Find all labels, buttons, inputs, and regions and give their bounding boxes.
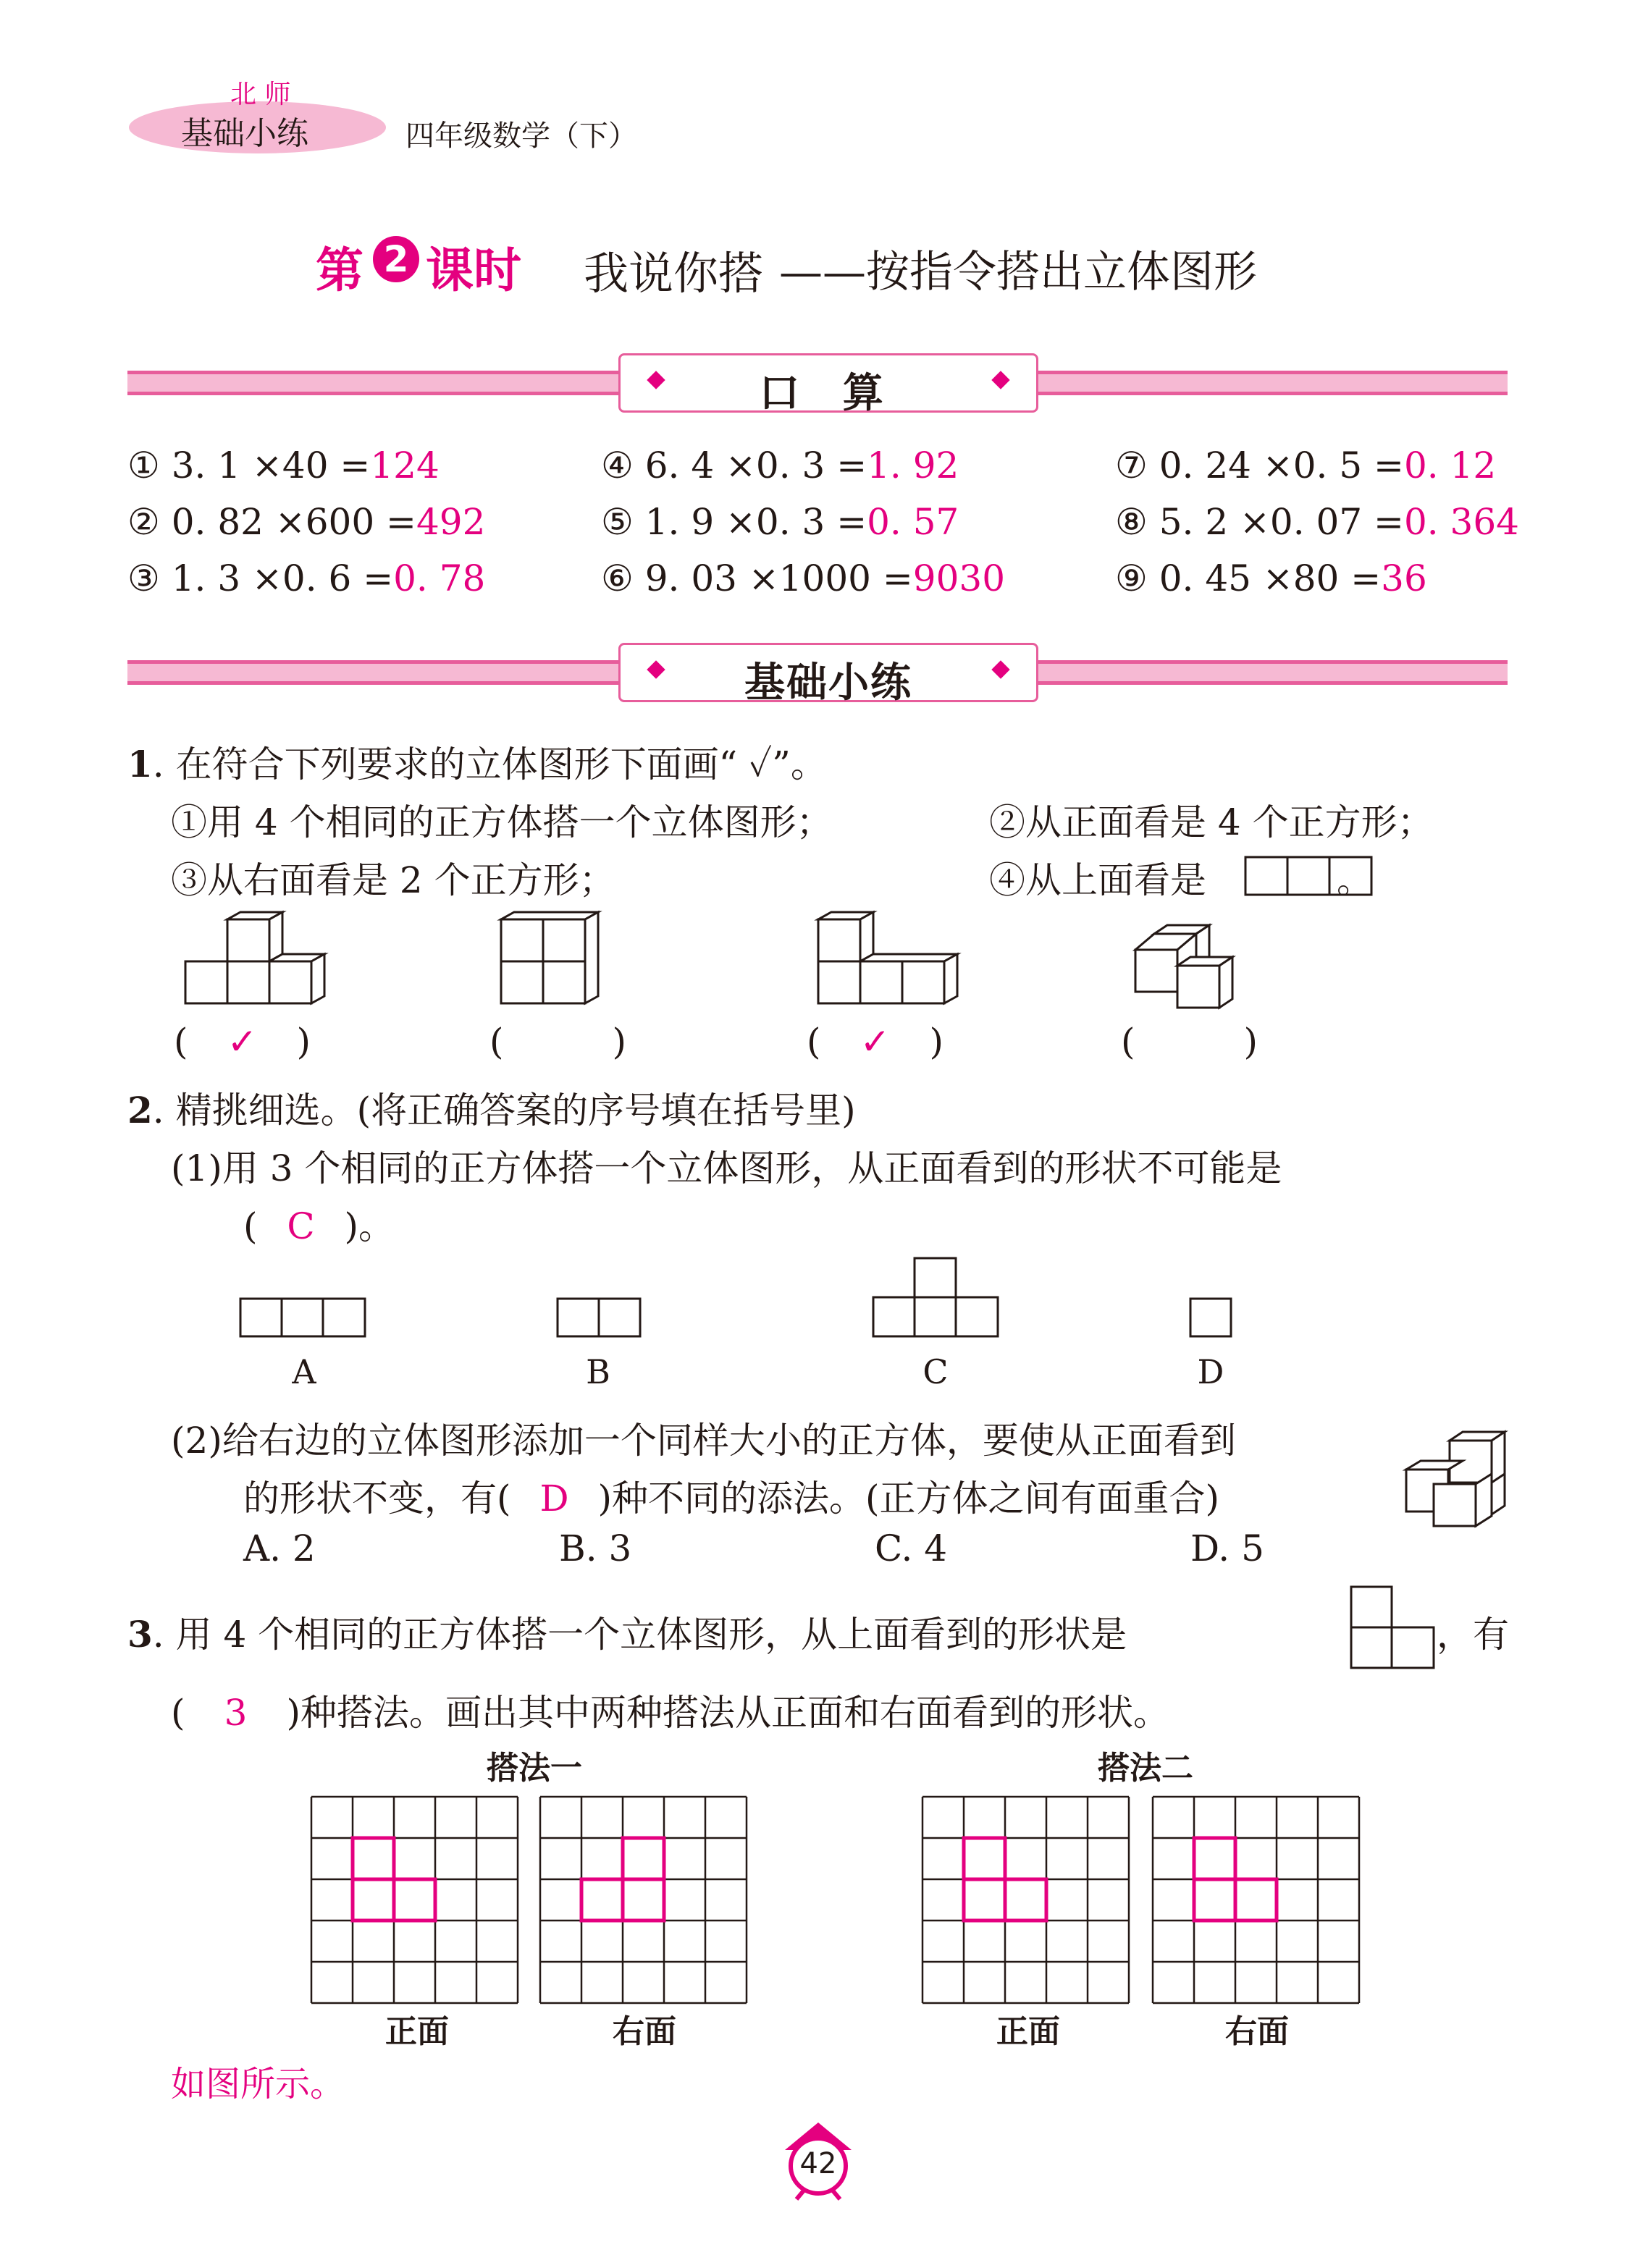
q1-stem: 1. 在符合下列要求的立体图形下面画“ ✓”。 — [127, 743, 827, 785]
q3-stem-end: ，有 — [1437, 1614, 1509, 1656]
q2-option-b-label: B — [586, 1352, 610, 1391]
calc-item: ② 0. 82 ×600 =492 — [127, 501, 486, 543]
q1-answer-b: ( ) — [489, 1021, 627, 1063]
grid-method2-front — [921, 1795, 1132, 2007]
brand-title: 基础小练 — [181, 115, 308, 152]
q1-answer-d: ( ) — [1121, 1021, 1258, 1063]
grid-label-front-2: 正面 — [996, 2013, 1060, 2050]
section-header-oral — [618, 353, 1038, 417]
q2-option-b-shape — [556, 1297, 642, 1338]
q1-answer-c: ( ✓ ) — [807, 1021, 944, 1063]
q2-option-a-label: A — [292, 1352, 316, 1391]
q3-stem: 3. 用 4 个相同的正方体搭一个立体图形，从上面看到的形状是 — [127, 1613, 1127, 1656]
grid-method2-right — [1151, 1795, 1363, 2007]
q1-answer-a: ( ✓ ) — [174, 1021, 311, 1063]
grid-label-right-1: 右面 — [613, 2013, 676, 2050]
q1-figure-a — [184, 912, 329, 1013]
method-1-label: 搭法一 — [487, 1750, 582, 1787]
grid-method1-front — [310, 1795, 521, 2007]
section-title-oral: 口 算 — [759, 370, 898, 417]
calc-item: ① 3. 1 ×40 =124 — [127, 444, 440, 486]
header-grade: 四年级数学（下） — [405, 119, 637, 153]
calc-item: ④ 6. 4 ×0. 3 =1. 92 — [601, 444, 959, 486]
q1-figure-b — [500, 911, 608, 1012]
calc-item: ⑤ 1. 9 ×0. 3 =0. 57 — [601, 501, 959, 543]
q1-condition-1: ①用 4 个相同的正方体搭一个立体图形； — [171, 801, 833, 843]
q2-part2-option-d: D. 5 — [1190, 1527, 1264, 1569]
calc-item: ⑥ 9. 03 ×1000 =9030 — [601, 557, 1006, 599]
q2-part2-line2: 的形状不变，有( D )种不同的添法。(正方体之间有面重合) — [243, 1477, 1220, 1519]
q3-answer-note: 如图所示。 — [171, 2064, 345, 2104]
q2-option-c-shape — [872, 1257, 999, 1338]
brand-series: 北 师 — [230, 80, 291, 109]
calc-item: ⑧ 5. 2 ×0. 07 =0. 364 — [1115, 501, 1519, 543]
q3-line2: ( 3 )种搭法。画出其中两种搭法从正面和右面看到的形状。 — [171, 1692, 1170, 1734]
q1-condition-3: ③从右面看是 2 个正方形； — [171, 859, 615, 901]
grid-label-right-2: 右面 — [1225, 2013, 1289, 2050]
q1-figure-d — [1134, 924, 1243, 1018]
q2-part1: (1)用 3 个相同的正方体搭一个立体图形，从正面看到的形状不可能是 — [171, 1147, 1282, 1189]
q1-condition-2: ②从正面看是 4 个正方形； — [989, 801, 1434, 843]
lesson-prefix: 第 — [316, 243, 363, 298]
calc-item: ⑨ 0. 45 ×80 =36 — [1115, 557, 1427, 599]
q1-figure-c — [817, 911, 969, 1012]
calc-item: ③ 1. 3 ×0. 6 =0. 78 — [127, 557, 486, 599]
q2-part2-option-b: B. 3 — [559, 1527, 632, 1569]
q1-condition-4: ④从上面看是 。 — [989, 859, 1373, 901]
lesson-title: 我说你搭 — [584, 247, 764, 300]
page-number: 42 — [799, 2147, 837, 2180]
q2-part2-line1: (2)给右边的立体图形添加一个同样大小的正方体，要使从正面看到 — [171, 1420, 1236, 1462]
q2-stem: 2. 精挑细选。(将正确答案的序号填在括号里) — [127, 1089, 856, 1131]
top-view-three-squares — [1244, 856, 1374, 896]
q2-option-d-shape — [1189, 1297, 1232, 1338]
q2-part2-figure — [1405, 1412, 1513, 1527]
lesson-suffix: 课时 — [426, 243, 521, 298]
grid-method1-right — [539, 1795, 750, 2007]
q2-part1-answer: ( C )。 — [243, 1205, 395, 1247]
q2-part2-option-c: C. 4 — [875, 1527, 948, 1569]
q2-option-c-label: C — [922, 1352, 949, 1391]
q2-part2-option-a: A. 2 — [243, 1527, 316, 1569]
lesson-subtitle: ——按指令搭出立体图形 — [779, 247, 1257, 298]
q2-option-a-shape — [239, 1297, 366, 1338]
q3-top-view-shape — [1350, 1585, 1437, 1669]
section-header-basic — [618, 643, 1038, 707]
lesson-number-badge: 2 — [373, 236, 419, 282]
grid-label-front-1: 正面 — [385, 2013, 449, 2050]
section-title-basic: 基础小练 — [744, 659, 912, 707]
q2-option-d-label: D — [1197, 1352, 1224, 1391]
method-2-label: 搭法二 — [1098, 1750, 1193, 1787]
calc-item: ⑦ 0. 24 ×0. 5 =0. 12 — [1115, 444, 1497, 486]
